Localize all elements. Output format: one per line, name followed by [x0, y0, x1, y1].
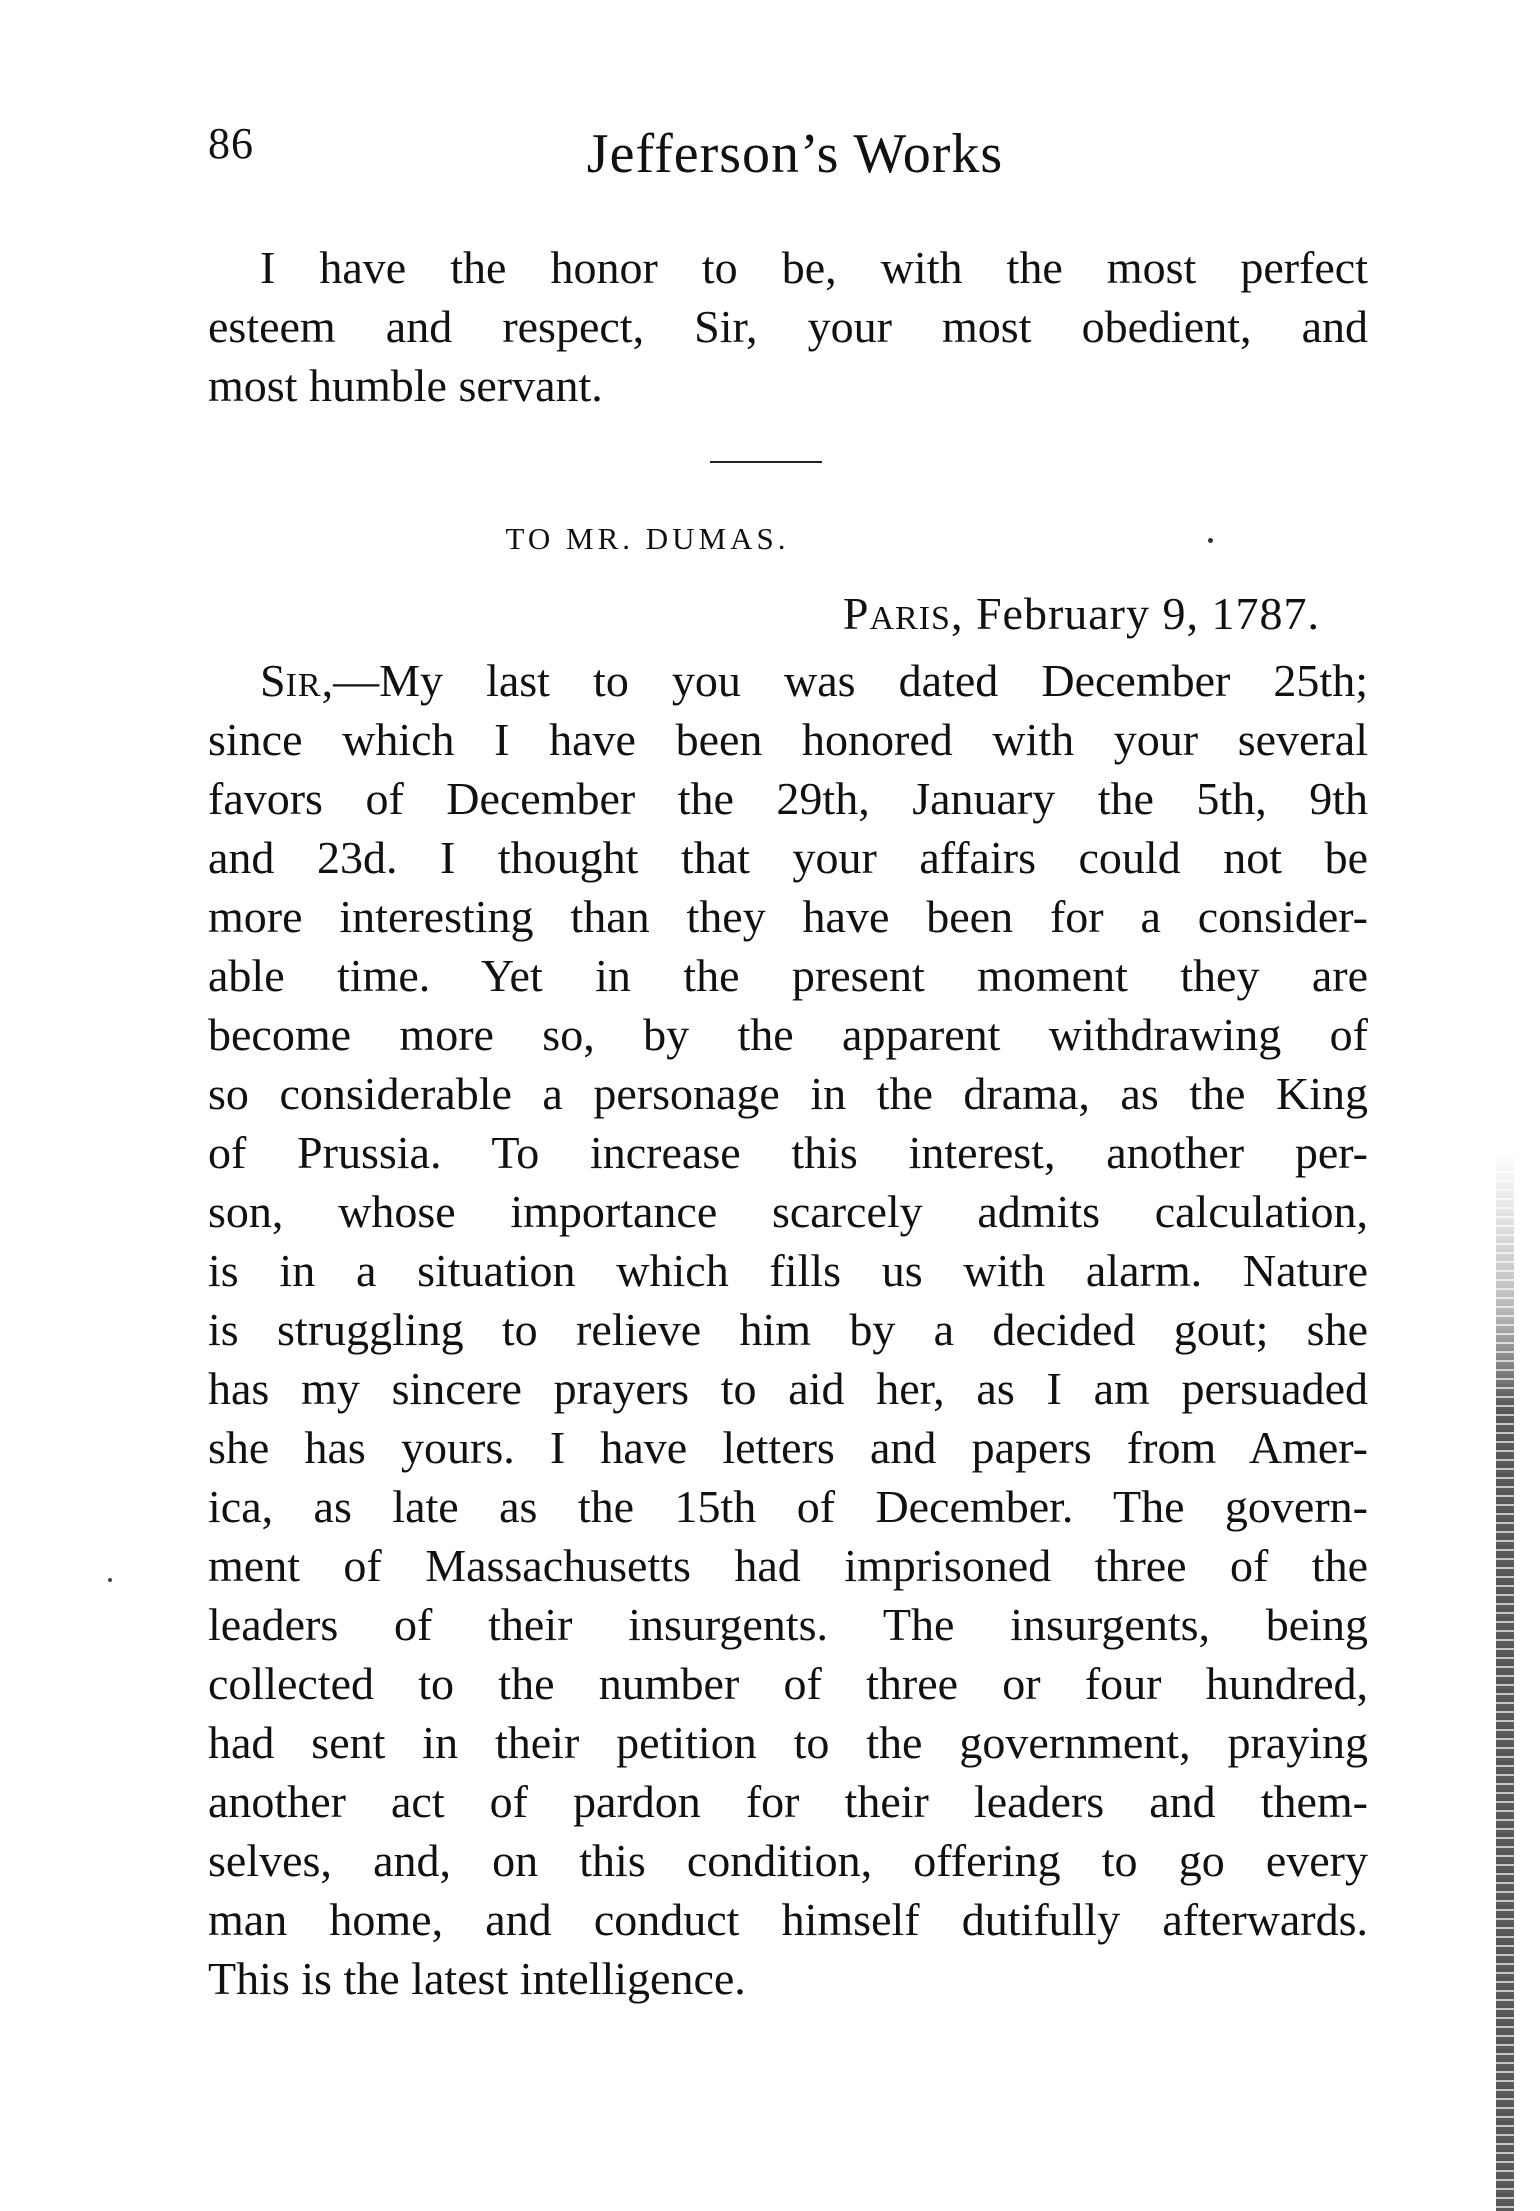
closing-line: esteem and respect, Sir, your most obedient, and	[208, 301, 1368, 352]
body-line: man home, and conduct himself dutifully afterwards.	[208, 1894, 1368, 1945]
body-line: leaders of their insurgents. The insurgents, being	[208, 1599, 1368, 1650]
body-line: so considerable a personage in the drama, as the King	[208, 1068, 1368, 1119]
dateline-place: ARIS	[869, 600, 951, 637]
first-line-text: ,—My last to you was dated December 25th;	[321, 655, 1368, 706]
body-line: ment of Massachusetts had imprisoned three of the	[208, 1540, 1368, 1591]
salutation-initial: S	[260, 655, 286, 706]
body-line: has my sincere prayers to aid her, as I am persuaded	[208, 1363, 1368, 1414]
body-line: is in a situation which fills us with alarm. Nature	[208, 1245, 1368, 1296]
body-line: son, whose importance scarcely admits calculation,	[208, 1186, 1368, 1237]
print-speck	[108, 1578, 112, 1582]
print-speck	[1208, 538, 1213, 543]
body-line: favors of December the 29th, January the 5th, 9th	[208, 773, 1368, 824]
closing-line: I have the honor to be, with the most perfect	[260, 242, 1368, 293]
body-line: another act of pardon for their leaders and them-	[208, 1776, 1368, 1827]
body-line: This is the latest intelligence.	[208, 1953, 746, 2004]
body-line: and 23d. I thought that your affairs could not be	[208, 832, 1368, 883]
dateline-initial: P	[842, 588, 870, 639]
body-line: collected to the number of three or four hundred,	[208, 1658, 1368, 1709]
letter-heading: TO MR. DUMAS.	[505, 521, 790, 556]
body-line: become more so, by the apparent withdrawing of	[208, 1009, 1368, 1060]
closing-paragraph	[208, 238, 1368, 415]
body-line: more interesting than they have been for a consider-	[208, 891, 1368, 942]
body-line: of Prussia. To increase this interest, another per-	[208, 1127, 1368, 1178]
closing-line: most humble servant.	[208, 360, 603, 411]
letter-dateline	[0, 584, 1320, 648]
page-number: 86	[208, 119, 254, 168]
body-line: selves, and, on this condition, offering to go every	[208, 1835, 1368, 1886]
body-line: since which I have been honored with your several	[208, 714, 1368, 765]
scan-edge-fade	[1494, 1150, 1516, 1410]
salutation-rest: IR	[285, 667, 322, 704]
body-line: ica, as late as the 15th of December. The govern-	[208, 1481, 1368, 1532]
body-first-line	[208, 651, 1368, 710]
running-title: Jefferson’s Works	[586, 123, 1004, 185]
body-line: she has yours. I have letters and papers from Amer-	[208, 1422, 1368, 1473]
section-divider	[710, 461, 822, 463]
body-line: is struggling to relieve him by a decided gout; she	[208, 1304, 1368, 1355]
body-line: had sent in their petition to the government, praying	[208, 1717, 1368, 1768]
letter-body	[208, 651, 1368, 2008]
body-line: able time. Yet in the present moment they are	[208, 950, 1368, 1001]
dateline-date: , February 9, 1787.	[950, 588, 1320, 639]
